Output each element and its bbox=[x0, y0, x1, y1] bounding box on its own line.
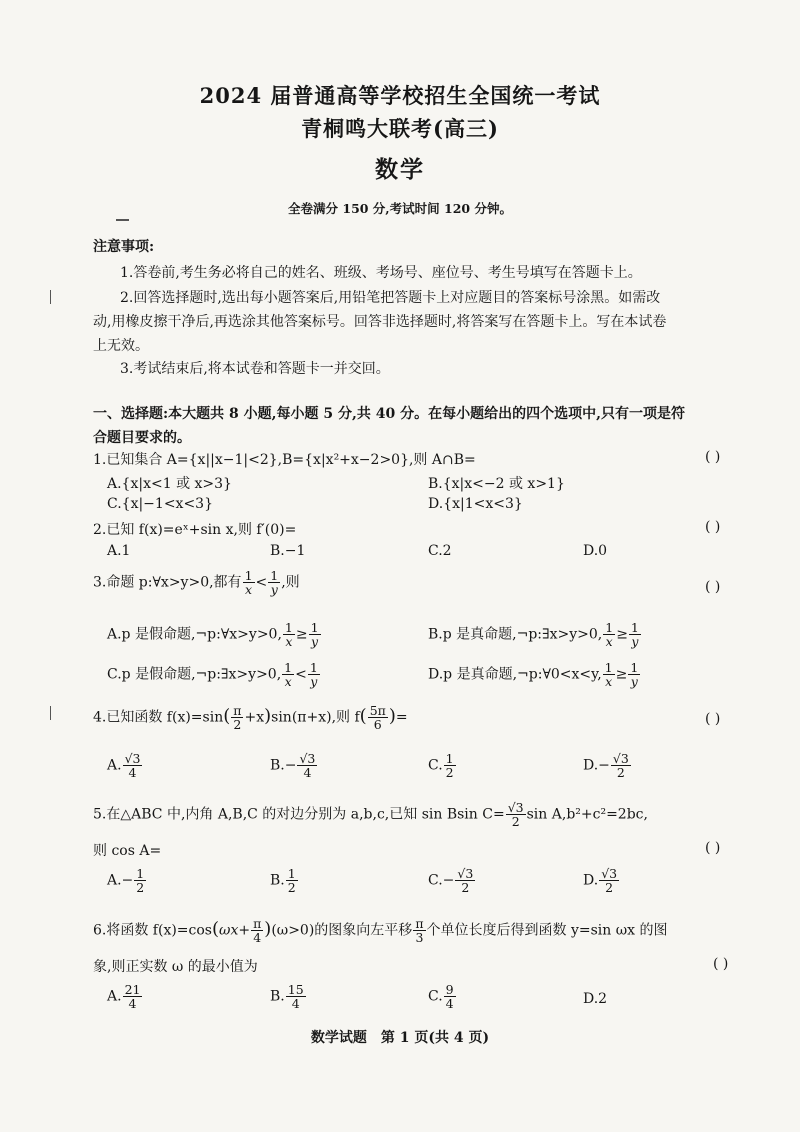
q5-option-c: C.− $\frac{√3}{2}$ bbox=[428, 866, 474, 896]
q5-option-d: D. $\frac{√3}{2}$ bbox=[583, 866, 618, 896]
answer-blank: ( ) bbox=[705, 449, 721, 465]
q1-option-b: B.{x|x<−2 或 x>1} bbox=[428, 476, 565, 492]
scan-mark bbox=[50, 290, 51, 304]
q3-stem: 3.命题 p:∀x>y>0,都有 $\frac{1}{x}$ < $\frac{1}{y}$ ,则 bbox=[93, 568, 300, 598]
q6-option-d: D.2 bbox=[583, 991, 608, 1007]
q4-option-b: B.− $\frac{√3}{4}$ bbox=[270, 751, 316, 781]
q3-option-b: B.p 是真命题,¬p:∃x>y>0, $\frac{1}{x}$ ≥ $\frac{1}{y}$ bbox=[428, 620, 639, 650]
q3-option-c: C.p 是假命题,¬p:∃x>y>0, $\frac{1}{x}$ < $\frac{1}{y}$ bbox=[107, 660, 318, 690]
q6-option-c: C. $\frac{9}{4}$ bbox=[428, 982, 454, 1012]
answer-blank: ( ) bbox=[705, 579, 721, 595]
q2-option-a: A.1 bbox=[107, 543, 131, 559]
answer-blank: ( ) bbox=[705, 711, 721, 727]
q4-option-a: A. $\frac{√3}{4}$ bbox=[107, 751, 141, 781]
q5-option-a: A.− $\frac{1}{2}$ bbox=[107, 866, 145, 896]
notes-heading: 注意事项: bbox=[93, 239, 155, 255]
note-item-1: 1.答卷前,考生务必将自己的姓名、班级、考场号、座位号、考生号填写在答题卡上。 bbox=[120, 265, 642, 281]
q4-stem: 4.已知函数 f(x)=sin( $\frac{\pi}{2}$ +x)sin(π+x),则 f( $\frac{5\pi}{6}$ )= bbox=[93, 703, 408, 733]
q5-stem: 5.在△ABC 中,内角 A,B,C 的对边分别为 a,b,c,已知 sin Bsin C= $\frac{√3}{2}$ sin A,b²+c²=2bc, bbox=[93, 800, 648, 830]
q4-option-c: C. $\frac{1}{2}$ bbox=[428, 751, 454, 781]
q6-stem-cont: 象,则正实数 ω 的最小值为 bbox=[93, 959, 258, 975]
q1-option-a: A.{x|x<1 或 x>3} bbox=[107, 476, 232, 492]
q3-option-a: A.p 是假命题,¬p:∀x>y>0, $\frac{1}{x}$ ≥ $\frac{1}{y}$ bbox=[107, 620, 319, 650]
q2-option-c: C.2 bbox=[428, 543, 452, 559]
answer-blank: ( ) bbox=[705, 519, 721, 535]
note-item-3: 3.考试结束后,将本试卷和答题卡一并交回。 bbox=[120, 361, 390, 377]
note-item-2: 2.回答选择题时,选出每小题答案后,用铅笔把答题卡上对应题目的答案标号涂黑。如需改 bbox=[120, 290, 661, 306]
q2-option-d: D.0 bbox=[583, 543, 608, 559]
score-info: 全卷满分 150 分,考试时间 120 分钟。 bbox=[288, 201, 512, 216]
section-heading: 一、选择题:本大题共 8 小题,每小题 5 分,共 40 分。在每小题给出的四个选项中,只有一项是符 bbox=[93, 406, 685, 422]
answer-blank: ( ) bbox=[705, 840, 721, 856]
subject-title: 数学 bbox=[375, 156, 425, 183]
page-footer: 数学试题 第 1 页(共 4 页) bbox=[310, 1030, 490, 1046]
scan-mark bbox=[116, 219, 129, 221]
scan-mark bbox=[50, 706, 51, 720]
exam-subtitle: 青桐鸣大联考(高三) bbox=[301, 116, 499, 141]
q2-option-b: B.−1 bbox=[270, 543, 306, 559]
q5-stem-cont: 则 cos A= bbox=[93, 843, 162, 859]
q3-option-d: D.p 是真命题,¬p:∀0<x<y, $\frac{1}{x}$ ≥ $\frac{1}{y}$ bbox=[428, 660, 639, 690]
q1-option-c: C.{x|−1<x<3} bbox=[107, 496, 213, 512]
section-heading-cont: 合题目要求的。 bbox=[93, 430, 191, 446]
note-item-2-end: 上无效。 bbox=[93, 338, 149, 354]
q6-stem: 6.将函数 f(x)=cos(ωx+ $\frac{\pi}{4}$ )(ω>0)的图象向左平移 $\frac{\pi}{3}$ 个单位长度后得到函数 y=sin ωx 的图 bbox=[93, 916, 668, 946]
q6-option-a: A. $\frac{21}{4}$ bbox=[107, 982, 141, 1012]
q6-option-b: B. $\frac{15}{4}$ bbox=[270, 982, 304, 1012]
q1-option-d: D.{x|1<x<3} bbox=[428, 496, 523, 512]
note-item-2-cont: 动,用橡皮擦干净后,再选涂其他答案标号。回答非选择题时,将答案写在答题卡上。写在本试卷 bbox=[93, 314, 667, 330]
q1-stem: 1.已知集合 A={x||x−1|<2},B={x|x²+x−2>0},则 A∩B= bbox=[93, 452, 476, 468]
q4-option-d: D.− $\frac{√3}{2}$ bbox=[583, 751, 629, 781]
q2-stem: 2.已知 f(x)=eˣ+sin x,则 f′(0)= bbox=[93, 522, 297, 538]
answer-blank: ( ) bbox=[713, 956, 729, 972]
q5-option-b: B. $\frac{1}{2}$ bbox=[270, 866, 296, 896]
exam-title: 2024 届普通高等学校招生全国统一考试 bbox=[199, 83, 601, 108]
